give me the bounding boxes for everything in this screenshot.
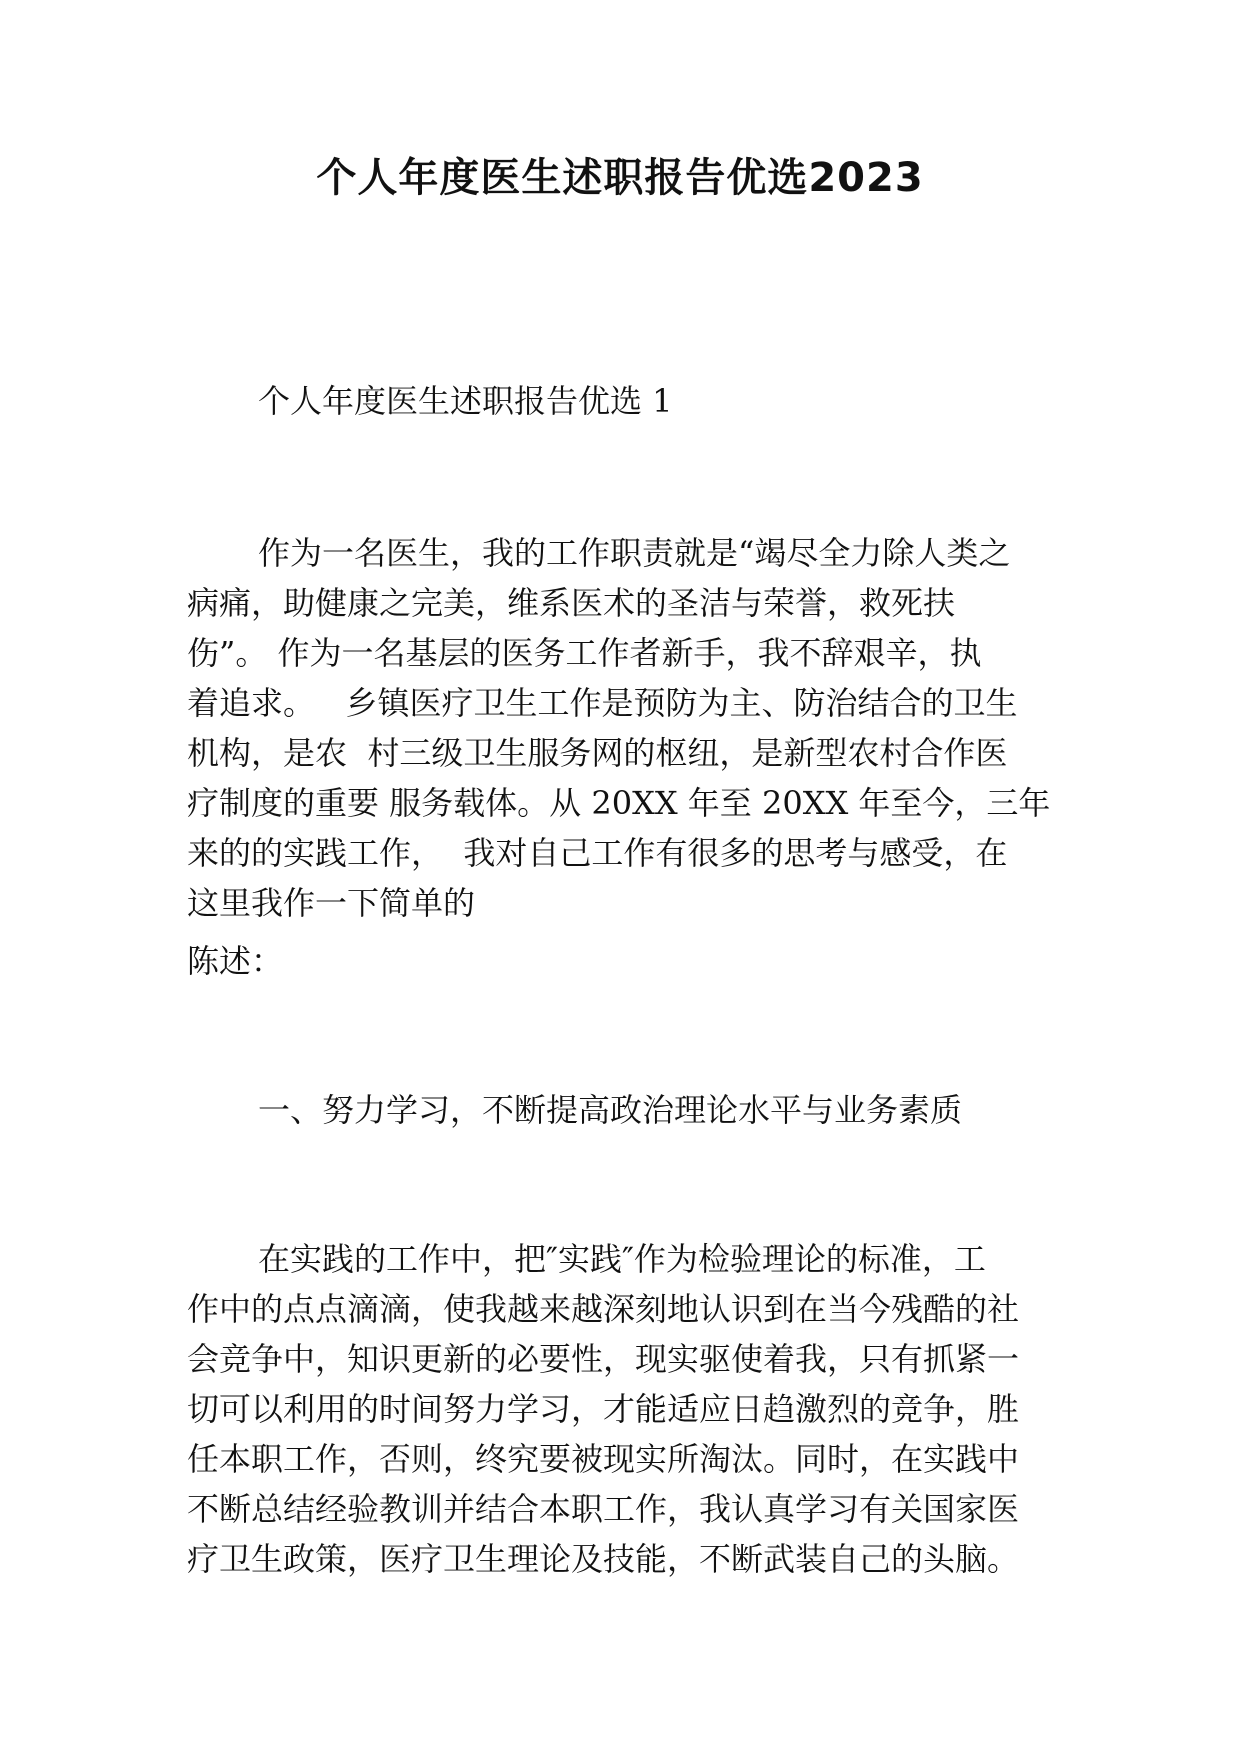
paragraph-line: 疗制度的重要 服务载体。从 20XX 年至 20XX 年至今，三年	[187, 784, 1051, 822]
paragraph-line: 在实践的工作中，把″实践″作为检验理论的标准，工	[258, 1240, 986, 1278]
paragraph-line: 疗卫生政策，医疗卫生理论及技能，不断武装自己的头脑。	[187, 1540, 1020, 1578]
paragraph-line: 不断总结经验教训并结合本职工作，我认真学习有关国家医	[187, 1490, 1020, 1528]
paragraph-line: 病痛，助健康之完美，维系医术的圣洁与荣誉，救死扶	[187, 584, 956, 622]
paragraph-line: 任本职工作，否则，终究要被现实所淘汰。同时，在实践中	[187, 1440, 1020, 1478]
paragraph-line: 机构，是农 村三级卫生服务网的枢纽，是新型农村合作医	[187, 734, 1008, 772]
section-heading: 个人年度医生述职报告优选 1	[258, 382, 673, 420]
paragraph-line: 来的的实践工作， 我对自己工作有很多的思考与感受，在	[187, 834, 1008, 872]
paragraph-line-end: 陈述：	[187, 942, 284, 980]
paragraph-line: 这里我作一下简单的	[187, 884, 476, 922]
paragraph-line: 切可以利用的时间努力学习，才能适应日趋激烈的竞争，胜	[187, 1390, 1020, 1428]
paragraph-line: 会竞争中，知识更新的必要性，现实驱使着我，只有抓紧一	[187, 1340, 1020, 1378]
document-title: 个人年度医生述职报告优选2023	[316, 155, 924, 201]
paragraph-line: 伤”。 作为一名基层的医务工作者新手，我不辞艰辛，执	[187, 634, 982, 672]
paragraph-line: 作为一名医生，我的工作职责就是“竭尽全力除人类之	[258, 534, 1011, 572]
paragraph-line: 着追求。 乡镇医疗卫生工作是预防为主、防治结合的卫生	[187, 684, 1018, 722]
paragraph-line: 作中的点点滴滴，使我越来越深刻地认识到在当今残酷的社	[187, 1290, 1020, 1328]
subheading: 一、努力学习，不断提高政治理论水平与业务素质	[258, 1091, 963, 1129]
